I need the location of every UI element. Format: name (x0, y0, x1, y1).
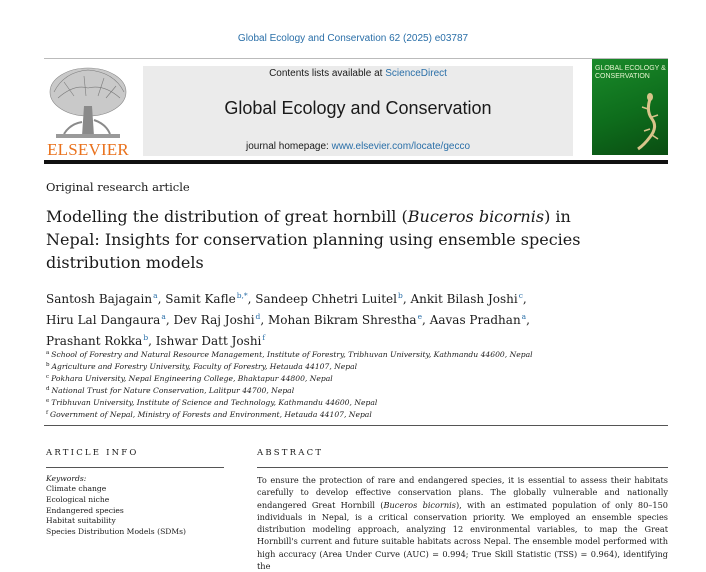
article-type: Original research article (46, 180, 190, 194)
affiliation-text: National Trust for Nature Conservation, Lalitpur 44700, Nepal (51, 386, 295, 395)
affiliation-text: Pokhara University, Nepal Engineering College, Bhaktapur 44800, Nepal (51, 374, 333, 383)
section-divider (44, 425, 668, 426)
affiliation-key: b (46, 362, 50, 368)
article-info-rule (46, 467, 224, 468)
affiliation-item (46, 372, 646, 384)
abstract-species: Buceros bicornis (383, 499, 456, 510)
affiliation-text: School of Forestry and Natural Resource Management, Institute of Forestry, Tribhuvan University, Kathmandu 44600, Nepal (51, 350, 533, 359)
author-name[interactable]: Prashant Rokka (46, 334, 143, 348)
journal-homepage (143, 141, 573, 152)
author-name[interactable]: Hiru Lal Dangaura (46, 313, 161, 327)
affiliation-key: f (46, 410, 49, 416)
keywords-label: Keywords: (46, 474, 87, 483)
affiliation-text: Government of Nepal, Ministry of Forests and Environment, Hetauda 44107, Nepal (50, 410, 372, 419)
author-name[interactable]: Samit Kafle (165, 292, 236, 306)
abstract-part-1: To ensure the protection of rare and endangered species, it is essential to assess their habitats carefully to develop effective conservation plans. The globally vulnerable and nationally endangered Great Hornbill ( (257, 475, 668, 510)
author-separator: , (402, 292, 411, 306)
cover-title: GLOBAL ECOLOGY & CONSERVATION (595, 65, 666, 80)
affiliation-key: c (46, 374, 50, 380)
author-separator: , (148, 334, 156, 348)
homepage-prefix: journal homepage: (245, 141, 332, 152)
affiliation-item (46, 408, 646, 420)
affiliation-item (46, 396, 646, 408)
affiliation-item (46, 384, 646, 396)
cover-lizard-icon (592, 59, 668, 155)
author-separator: , (260, 313, 268, 327)
author-affiliation-mark[interactable]: a (153, 291, 158, 300)
author-affiliation-mark[interactable]: b (398, 291, 403, 300)
journal-cover-thumbnail[interactable] (592, 59, 668, 155)
author-affiliation-mark[interactable]: e (417, 312, 423, 321)
elsevier-wordmark[interactable]: ELSEVIER (47, 140, 129, 159)
header-top-rule (44, 58, 668, 59)
author-name[interactable]: Santosh Bajagain (46, 292, 153, 306)
author-list (46, 287, 646, 350)
author-affiliation-mark[interactable]: f (262, 333, 266, 342)
title-species: Buceros bicornis (407, 207, 545, 226)
author-separator: , (247, 292, 256, 306)
affiliation-key: e (46, 398, 50, 404)
author-separator: , (422, 313, 430, 327)
contents-availability (143, 68, 573, 79)
keyword-item: Habitat suitability (46, 516, 116, 526)
author-name[interactable]: Ankit Bilash Joshi (410, 292, 518, 306)
author-name[interactable]: Mohan Bikram Shrestha (267, 313, 417, 327)
keyword-item: Endangered species (46, 505, 124, 515)
title-part-1: Modelling the distribution of great hornbill ( (46, 207, 408, 226)
affiliation-text: Agriculture and Forestry University, Faculty of Forestry, Hetauda 44107, Nepal (51, 362, 358, 371)
affiliation-item (46, 348, 646, 360)
author-affiliation-mark[interactable]: b,* (236, 291, 248, 300)
author-name[interactable]: Sandeep Chhetri Luitel (255, 292, 397, 306)
author-name[interactable]: Dev Raj Joshi (173, 313, 255, 327)
author-separator: , (165, 313, 174, 327)
author-name[interactable]: Ishwar Datt Joshi (155, 334, 262, 348)
author-separator: , (157, 292, 166, 306)
keyword-item: Ecological niche (46, 494, 110, 504)
author-affiliation-mark[interactable]: d (255, 312, 261, 321)
author-separator: , (522, 292, 527, 306)
author-affiliation-mark[interactable]: c (518, 291, 523, 300)
author-affiliation-mark[interactable]: a (161, 312, 166, 321)
article-info-heading: ARTICLE INFO (46, 448, 139, 458)
affiliation-key: a (46, 350, 50, 356)
affiliation-item (46, 360, 646, 372)
affiliation-key: d (46, 386, 50, 392)
author-separator: , (526, 313, 530, 327)
author-name[interactable]: Aavas Pradhan (429, 313, 521, 327)
keywords-block (46, 474, 236, 538)
journal-title: Global Ecology and Conservation (224, 98, 492, 118)
abstract-part-2: ), with an estimated population of only 80–150 individuals in Nepal, is a critical conservation priority. We employed an ensemble species distribution modeling approach, analyzing 12 environmental variables, to map the Great Hornbill's current and future suitable habitats across Nepal. The ensemble model performed with high accuracy (Area Under Curve (AUC) = 0.994; True Skill Statistic (TSS) = 0.964), identifying the (257, 499, 668, 572)
keyword-item: Species Distribution Models (SDMs) (46, 527, 187, 537)
title-part-2: ) in Nepal: Insights for conservation planning using ensemble species distribution models (46, 207, 581, 272)
abstract-heading: ABSTRACT (257, 448, 324, 458)
abstract-rule (257, 467, 668, 468)
journal-citation[interactable]: Global Ecology and Conservation 62 (2025) e03787 (237, 33, 469, 44)
sciencedirect-link[interactable]: ScienceDirect (385, 68, 447, 79)
header-bottom-rule (44, 160, 668, 164)
affiliation-text: Tribhuvan University, Institute of Science and Technology, Kathmandu 44600, Nepal (51, 398, 378, 407)
keyword-item: Climate change (46, 484, 107, 493)
author-affiliation-mark[interactable]: b (143, 333, 149, 342)
homepage-link[interactable]: www.elsevier.com/locate/gecco (331, 141, 471, 152)
author-affiliation-mark[interactable]: a (521, 312, 527, 321)
abstract-text (257, 474, 668, 572)
article-title (46, 205, 606, 274)
contents-prefix: Contents lists available at (269, 68, 386, 79)
affiliation-list (46, 348, 646, 420)
